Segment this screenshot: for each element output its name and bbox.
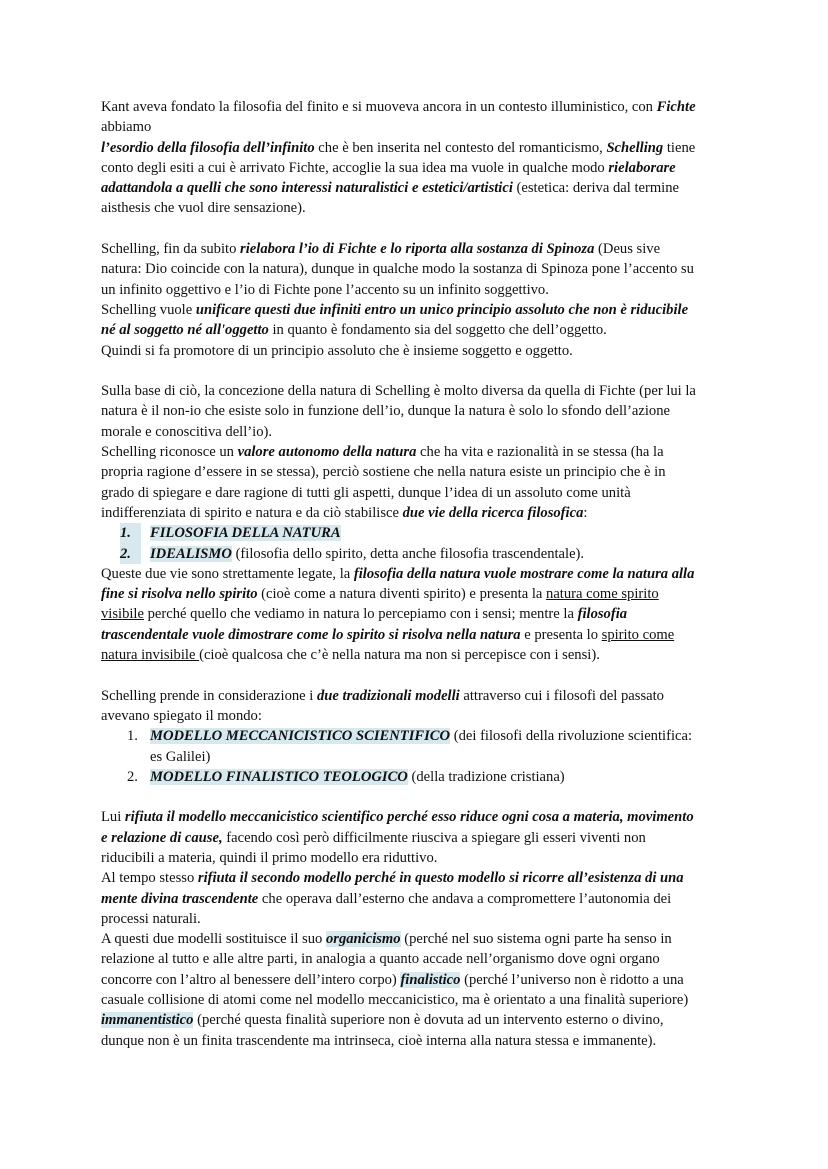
text-line (101, 178, 731, 198)
text-segment: A questi due modelli sostituisce il suo (101, 931, 326, 948)
emphasized-text: e relazione di cause, (101, 829, 223, 846)
list-item (101, 767, 731, 787)
text-segment: che ha vita e razionalità in se stessa (ha la (416, 444, 664, 461)
text-line (101, 848, 731, 868)
document-page (101, 97, 731, 1051)
list-item (101, 726, 731, 746)
blank-line (101, 219, 731, 239)
text-segment: casuale collisione di atomi come nel modello meccanicistico, ma è orientato a una finalità superiore) (101, 992, 689, 1009)
text-segment: (perché nel suo sistema ogni parte ha senso in (400, 931, 672, 948)
highlighted-text: finalistico (400, 971, 461, 988)
text-line (101, 462, 731, 482)
list-number: 1. (120, 523, 141, 543)
highlighted-text: immanentistico (101, 1012, 194, 1029)
text-segment: facendo così però difficilmente riusciva a spiegare gli esseri viventi non (222, 829, 646, 846)
emphasized-text: rielaborare (608, 159, 676, 176)
text-segment: Schelling, fin da subito (101, 241, 241, 258)
emphasized-text: Fichte (656, 99, 696, 115)
text-segment: Lui (101, 809, 125, 826)
text-line (101, 300, 731, 320)
text-line (101, 138, 731, 158)
text-line (101, 949, 731, 969)
text-segment: attraverso cui i filosofi del passato (459, 687, 664, 704)
text-segment: Kant aveva fondato la filosofia del finito e si muoveva ancora in un contesto illuministico, con (101, 99, 657, 115)
text-segment: Queste due vie sono strettamente legate, la (101, 565, 354, 582)
emphasized-text: l’esordio della filosofia dell’infinito (101, 139, 315, 156)
text-segment: es Galilei) (150, 748, 211, 765)
text-segment: Quindi si fa promotore di un principio assoluto che è insieme soggetto e oggetto. (101, 342, 573, 359)
blank-line (101, 665, 731, 685)
text-line (101, 868, 731, 888)
text-segment: (filosofia dello spirito, detta anche filosofia trascendentale). (231, 545, 585, 562)
text-segment: (della tradizione cristiana) (407, 768, 565, 785)
text-segment: : (583, 504, 588, 521)
text-segment: (perché l’universo non è ridotto a una (460, 971, 684, 988)
text-segment: (estetica: deriva dal termine (512, 180, 680, 197)
text-segment: riducibili a materia, quindi il primo modello era riduttivo. (101, 849, 438, 866)
emphasized-text: rifiuta il modello meccanicistico scientifico perché esso riduce ogni cosa a materia, movimento (124, 809, 694, 826)
text-line (101, 158, 731, 178)
text-segment: (Deus sive (594, 241, 661, 258)
text-segment: processi naturali. (101, 910, 201, 927)
text-line (101, 828, 731, 848)
emphasized-text: rifiuta il secondo modello perché in questo modello si ricorre all’esistenza di una (197, 870, 684, 887)
text-segment: un infinito oggettivo e l’io di Fichte pone l’accento su un infinito soggettivo. (101, 281, 549, 298)
list-number: 2. (120, 544, 141, 564)
list-number: 1. (127, 728, 138, 745)
text-line (101, 503, 731, 523)
text-segment: abbiamo (101, 119, 152, 136)
text-segment: Schelling prende in considerazione i (101, 687, 317, 704)
text-line (101, 686, 731, 706)
text-segment: relazione al tutto e alle altre parti, in analogia a quanto accade nell’organismo dove ogni organo (101, 951, 660, 968)
text-line (101, 259, 731, 279)
underlined-text: natura invisibile (101, 647, 200, 664)
highlighted-text: MODELLO FINALISTICO TEOLOGICO (150, 768, 408, 785)
emphasized-text: rielabora l’io di Fichte e lo riporta alla sostanza di Spinoza (240, 241, 595, 258)
text-segment: (perché questa finalità superiore non è dovuta ad un intervento esterno o divino, (193, 1012, 664, 1029)
text-line (101, 909, 731, 929)
text-line (101, 564, 731, 584)
text-segment: in quanto è fondamento sia del soggetto che dell’oggetto. (268, 322, 607, 339)
text-line (101, 442, 731, 462)
list-item (101, 523, 731, 543)
emphasized-text: valore autonomo della natura (237, 444, 417, 461)
text-segment: conto degli esiti a cui è arrivato Fichte, accoglie la sua idea ma vuole in qualche modo (101, 159, 609, 176)
text-segment: indifferenziata di spirito e natura e da ciò stabilisce (101, 504, 403, 521)
text-segment: concorre con l’altro al benessere dell’intero corpo) (101, 971, 401, 988)
text-segment: perché quello che vediamo in natura lo percepiamo con i sensi; mentre la (143, 606, 578, 623)
text-segment: dunque non è un finita trascendente ma intrinseca, cioè interna alla natura stessa e immanente). (101, 1032, 657, 1049)
list-item (101, 544, 731, 564)
highlighted-text: organicismo (325, 931, 401, 948)
blank-line (101, 361, 731, 381)
emphasized-text: fine si risolva nello spirito (101, 586, 258, 603)
text-segment: Schelling vuole (101, 301, 196, 318)
underlined-text: visibile (101, 606, 144, 623)
text-segment: e presenta lo (520, 626, 602, 643)
emphasized-text: mente divina trascendente (101, 890, 259, 907)
text-line (101, 584, 731, 604)
text-line (101, 970, 731, 990)
text-segment: natura: Dio coincide con la natura), dunque in qualche modo la sostanza di Spinoza pone l’accento su (101, 261, 694, 278)
text-segment: (dei filosofi della rivoluzione scientifica: (450, 728, 693, 745)
text-line (101, 807, 731, 827)
text-segment: (cioè qualcosa che c’è nella natura ma non si percepisce con i sensi). (199, 647, 600, 664)
text-line (101, 929, 731, 949)
text-segment: morale e conoscitiva dell’io). (101, 423, 273, 440)
text-line (101, 625, 731, 645)
text-segment: grado di spiegare e dare ragione di tutti gli aspetti, dunque l’idea di un assoluto come unità (101, 484, 631, 501)
highlighted-text: MODELLO MECCANICISTICO SCIENTIFICO (150, 728, 451, 745)
blank-line (101, 787, 731, 807)
text-line (101, 280, 731, 300)
text-line (101, 604, 731, 624)
text-segment: Al tempo stesso (101, 870, 198, 887)
text-line (101, 483, 731, 503)
text-segment: natura è il non-io che esiste solo in funzione dell’io, dunque la natura è solo lo sfondo dell’azione (101, 403, 670, 420)
text-segment: (cioè come a natura diventi spirito) e presenta la (257, 586, 547, 603)
text-line (101, 747, 731, 767)
emphasized-text: unificare questi due infiniti entro un unico principio assoluto che non è riducibile (195, 301, 689, 318)
emphasized-text: filosofia (577, 606, 628, 623)
emphasized-text: adattandola a quelli che sono interessi naturalistici e estetici/artistici (101, 180, 513, 197)
text-line (101, 422, 731, 442)
underlined-text: natura come spirito (546, 586, 659, 603)
text-segment: che operava dall’esterno che andava a compromettere l’autonomia dei (258, 890, 672, 907)
text-segment: propria ragione d’essere in se stessa), perciò sostiene che nella natura esiste un principio che è in (101, 464, 666, 481)
text-line (101, 706, 731, 726)
text-line (101, 117, 731, 137)
text-line (101, 320, 731, 340)
emphasized-text: trascendentale vuole dimostrare come lo spirito si risolva nella natura (101, 626, 521, 643)
emphasized-text: Schelling (606, 139, 664, 156)
text-line (101, 645, 731, 665)
emphasized-text: due vie della ricerca filosofica (402, 504, 584, 521)
text-line (101, 97, 731, 117)
underlined-text: spirito come (601, 626, 675, 643)
text-segment: che è ben inserita nel contesto del romanticismo, (314, 139, 607, 156)
emphasized-text: due tradizionali modelli (317, 687, 460, 704)
text-segment: Schelling riconosce un (101, 444, 238, 461)
text-line (101, 889, 731, 909)
list-number: 2. (127, 768, 138, 785)
text-line (101, 381, 731, 401)
text-line (101, 198, 731, 218)
text-segment: avevano spiegato il mondo: (101, 707, 262, 724)
emphasized-text: né al soggetto né all'oggetto (101, 322, 269, 339)
text-segment: aisthesis che vuol dire sensazione). (101, 200, 306, 217)
emphasized-text: filosofia della natura vuole mostrare come la natura alla (353, 565, 695, 582)
text-line (101, 239, 731, 259)
text-line (101, 990, 731, 1010)
text-line (101, 1010, 731, 1030)
text-line (101, 1031, 731, 1051)
highlighted-text: IDEALISMO (150, 545, 232, 562)
text-segment: tiene (663, 139, 696, 156)
text-line (101, 401, 731, 421)
text-line (101, 341, 731, 361)
highlighted-text: FILOSOFIA DELLA NATURA (150, 525, 341, 542)
text-segment: Sulla base di ciò, la concezione della natura di Schelling è molto diversa da quella di Fichte (per lui la (101, 383, 696, 400)
